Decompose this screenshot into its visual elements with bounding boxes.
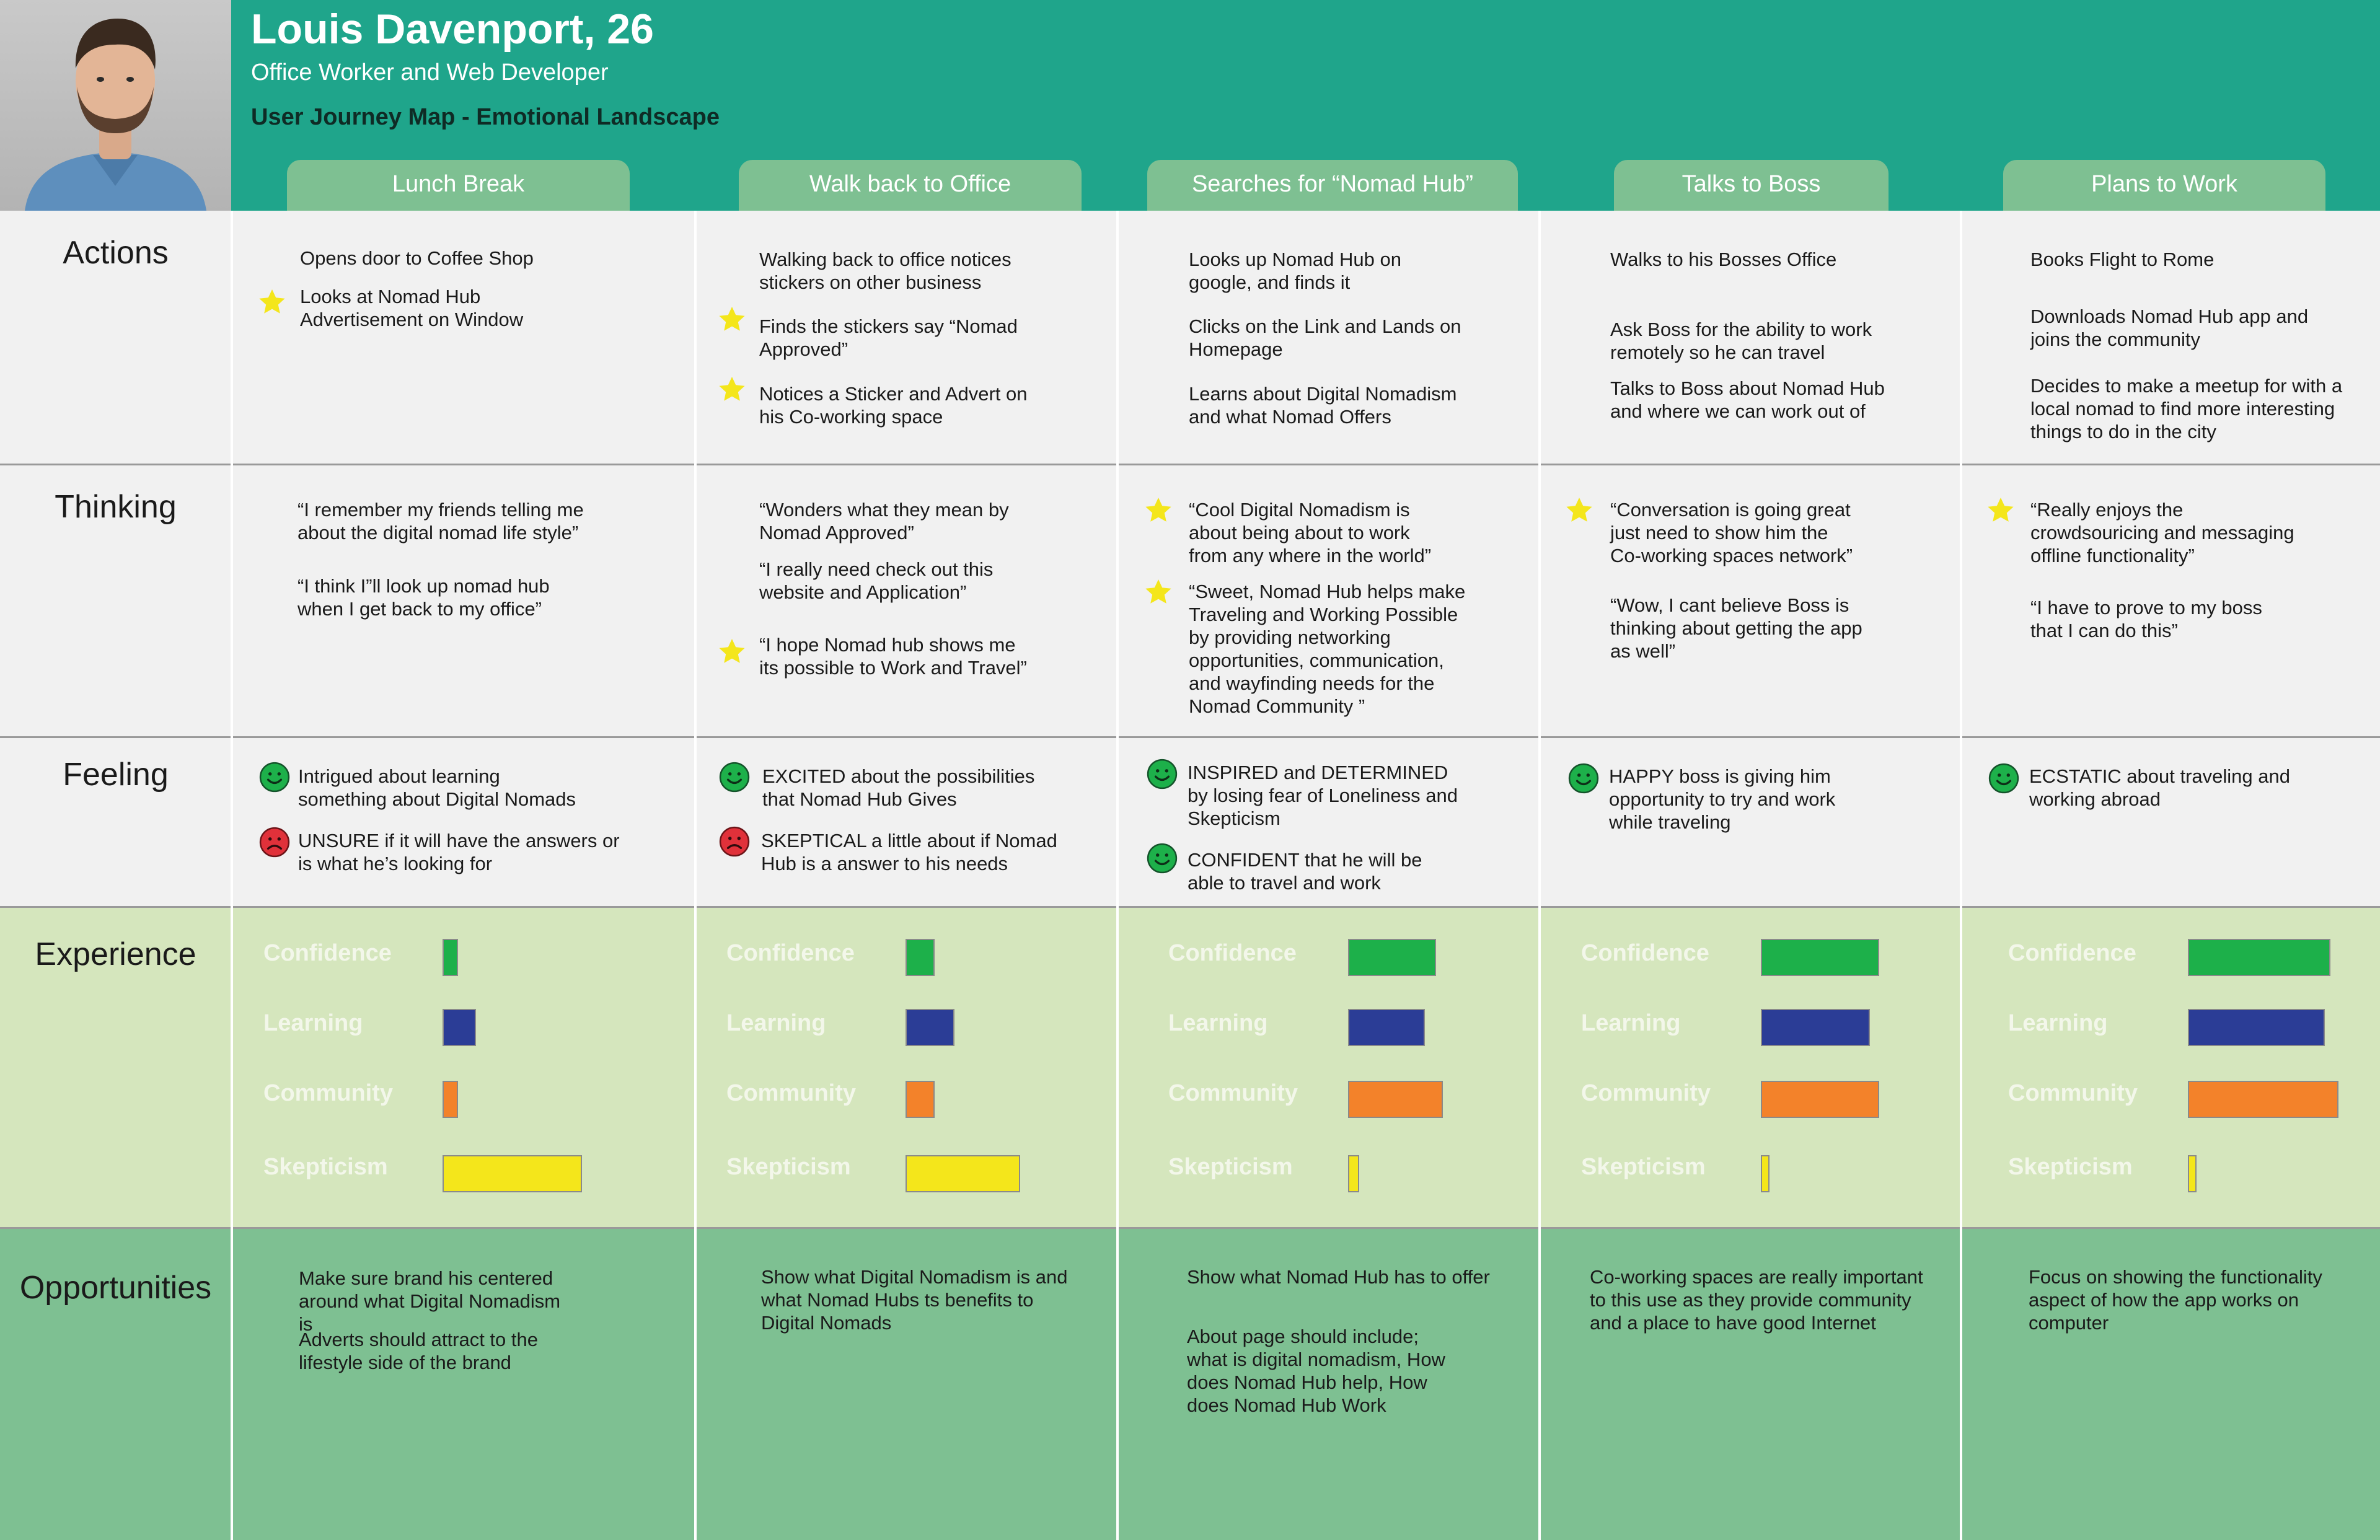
happy-face-icon [1988,763,2019,794]
persona-role: Office Worker and Web Developer [251,59,609,86]
bar-skepticism [443,1155,582,1192]
happy-face-icon [719,762,750,793]
thinking-item: “Cool Digital Nomadism is about being about to work from any where in the world” [1189,499,1432,566]
thinking-item: “I hope Nomad hub shows me its possible to Work and Travel” [759,634,1027,679]
metric-label-learning: Learning [1581,1010,1681,1036]
row-divider [0,464,2380,465]
column-divider [694,211,697,1540]
metric-label-skepticism: Skepticism [1168,1154,1293,1180]
thinking-item: “Wow, I cant believe Boss is thinking about getting the app as well” [1610,594,1862,662]
feeling-item: HAPPY boss is giving him opportunity to try and work while traveling [1609,765,1836,833]
action-item: Looks at Nomad Hub Advertisement on Window [300,286,524,330]
feeling-item: ECSTATIC about traveling and working abroad [2029,765,2290,810]
metric-label-skepticism: Skepticism [726,1154,851,1180]
metric-label-learning: Learning [726,1010,826,1036]
metric-label-skepticism: Skepticism [1581,1154,1706,1180]
metric-label-community: Community [263,1080,393,1106]
happy-face-icon [1147,759,1178,790]
row-label-experience: Experience [35,936,196,972]
opportunity-item: Focus on showing the functionality aspect of how the app works on computer [2029,1266,2322,1334]
row-divider [0,906,2380,908]
metric-label-community: Community [1581,1080,1711,1106]
opportunity-item: Make sure brand his centered around what Digital Nomadism is [299,1267,561,1335]
column-divider [1960,211,1962,1540]
action-item: Opens door to Coffee Shop [300,247,534,269]
map-subtitle: User Journey Map - Emotional Landscape [251,104,720,130]
happy-face-icon [1568,763,1599,794]
bar-community [443,1081,458,1118]
metric-label-community: Community [2008,1080,2138,1106]
feeling-item: EXCITED about the possibilities that Nomad Hub Gives [762,765,1035,810]
stage-tab: Lunch Break [287,160,630,211]
stage-tab: Walk back to Office [739,160,1082,211]
bar-skepticism [2188,1155,2197,1192]
persona-name: Louis Davenport, 26 [251,6,654,53]
bar-confidence [2188,939,2330,976]
metric-label-confidence: Confidence [263,940,392,966]
persona-header [0,0,2380,211]
thinking-item: “I have to prove to my boss that I can do this” [2030,597,2262,641]
bar-learning [2188,1009,2325,1046]
feeling-item: CONFIDENT that he will be able to travel and work [1188,849,1422,894]
star-icon [1986,496,2016,526]
metric-label-learning: Learning [2008,1010,2108,1036]
bar-learning [1761,1009,1870,1046]
action-item: Ask Boss for the ability to work remotely so he can travel [1610,319,1872,363]
metric-label-confidence: Confidence [1168,940,1297,966]
happy-face-icon [1147,843,1178,874]
stage-tab: Plans to Work [2003,160,2325,211]
action-item: Walks to his Bosses Office [1610,249,1837,270]
thinking-item: “Conversation is going great just need to show him the Co-working spaces network” [1610,499,1853,566]
happy-face-icon [259,762,290,793]
row-divider [0,1227,2380,1229]
bar-confidence [906,939,935,976]
star-icon [1144,578,1173,607]
bar-learning [443,1009,476,1046]
bar-confidence [443,939,458,976]
thinking-item: “Sweet, Nomad Hub helps make Traveling and Working Possible by providing networking opportunities, communication, and wayfinding needs for the Nomad Community ” [1189,581,1466,717]
metric-label-learning: Learning [263,1010,363,1036]
opportunity-item: Show what Nomad Hub has to offer [1187,1266,1490,1288]
action-item: Decides to make a meetup for with a local nomad to find more interesting things to do in the city [2030,375,2343,442]
star-icon [717,637,747,667]
row-label-opportunities: Opportunities [19,1270,212,1306]
row-label-feeling: Feeling [63,757,169,793]
bar-community [2188,1081,2338,1118]
row-divider [0,736,2380,738]
metric-label-confidence: Confidence [726,940,855,966]
feeling-item: SKEPTICAL a little about if Nomad Hub is a answer to his needs [761,830,1057,874]
opportunity-item: Adverts should attract to the lifestyle side of the brand [299,1329,538,1373]
action-item: Learns about Digital Nomadism and what Nomad Offers [1189,383,1457,428]
column-divider [1116,211,1119,1540]
persona-avatar [0,0,231,211]
opportunity-item: About page should include; what is digital nomadism, How does Nomad Hub help, How does Nomad Hub Work [1187,1326,1445,1416]
star-icon [257,288,287,317]
thinking-item: “I really need check out this website and Application” [759,558,994,603]
thinking-item: “Wonders what they mean by Nomad Approved” [759,499,1009,543]
column-divider [231,211,233,1540]
feeling-item: Intrigued about learning something about Digital Nomads [298,765,576,810]
thinking-item: “I remember my friends telling me about the digital nomad life style” [298,499,584,543]
metric-label-learning: Learning [1168,1010,1268,1036]
metric-label-skepticism: Skepticism [263,1154,388,1180]
bar-confidence [1348,939,1436,976]
feeling-item: INSPIRED and DETERMINED by losing fear of Loneliness and Skepticism [1188,762,1458,829]
star-icon [1144,496,1173,526]
action-item: Talks to Boss about Nomad Hub and where we can work out of [1610,377,1885,422]
action-item: Clicks on the Link and Lands on Homepage [1189,315,1461,360]
bar-community [1348,1081,1443,1118]
metric-label-confidence: Confidence [1581,940,1709,966]
metric-label-community: Community [726,1080,856,1106]
action-item: Downloads Nomad Hub app and joins the community [2030,306,2309,350]
opportunity-item: Show what Digital Nomadism is and what Nomad Hubs ts benefits to Digital Nomads [761,1266,1068,1334]
metric-label-confidence: Confidence [2008,940,2136,966]
bar-skepticism [1761,1155,1770,1192]
action-item: Walking back to office notices stickers on other business [759,249,1011,293]
sad-face-icon [719,826,750,857]
thinking-item: “Really enjoys the crowdsouricing and messaging offline functionality” [2030,499,2294,566]
star-icon [1564,496,1594,526]
bar-skepticism [1348,1155,1359,1192]
bar-community [1761,1081,1879,1118]
metric-label-community: Community [1168,1080,1298,1106]
sad-face-icon [259,827,290,858]
thinking-item: “I think I”ll look up nomad hub when I get back to my office” [298,575,550,620]
action-item: Notices a Sticker and Advert on his Co-working space [759,383,1028,428]
metric-label-skepticism: Skepticism [2008,1154,2133,1180]
stage-tab: Talks to Boss [1614,160,1889,211]
action-item: Looks up Nomad Hub on google, and finds it [1189,249,1401,293]
stage-tab: Searches for “Nomad Hub” [1147,160,1518,211]
bar-learning [1348,1009,1425,1046]
column-divider [1538,211,1541,1540]
star-icon [717,375,747,405]
row-label-actions: Actions [63,235,169,271]
action-item: Books Flight to Rome [2030,249,2215,270]
action-item: Finds the stickers say “Nomad Approved” [759,315,1018,360]
feeling-item: UNSURE if it will have the answers or is what he’s looking for [298,830,620,874]
bar-confidence [1761,939,1879,976]
row-label-thinking: Thinking [55,489,177,525]
bar-community [906,1081,935,1118]
bar-skepticism [906,1155,1020,1192]
bar-learning [906,1009,954,1046]
opportunity-item: Co-working spaces are really important to this use as they provide community and a place to have good Internet [1590,1266,1923,1334]
star-icon [717,305,747,335]
